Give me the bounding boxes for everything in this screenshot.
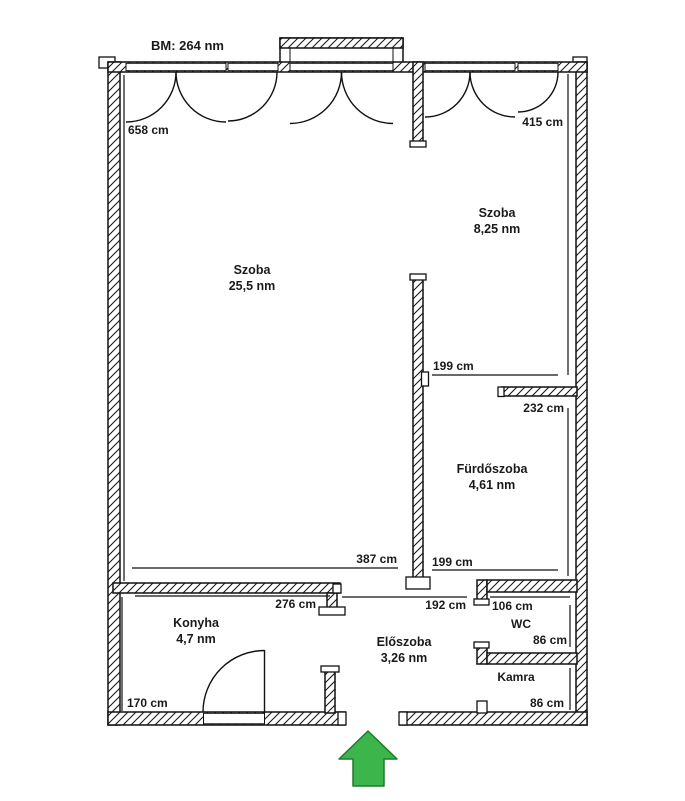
room-label-eloszoba xyxy=(377,635,432,666)
dim-192cm: 192 cm xyxy=(425,598,466,612)
window-1 xyxy=(126,63,226,70)
dim-658cm: 658 cm xyxy=(128,123,169,137)
window-arc xyxy=(176,72,226,122)
window-2 xyxy=(228,63,278,70)
wall-furdoszoba-top xyxy=(502,387,577,396)
plan-title: BM: 264 nm xyxy=(151,38,224,53)
wall-rooms-divider-upper xyxy=(413,62,423,143)
room-label-kamra: Kamra xyxy=(497,670,535,684)
dim-86cm-kamra: 86 cm xyxy=(529,696,564,710)
dim-106cm: 106 cm xyxy=(492,599,533,613)
wall-cap xyxy=(321,666,339,672)
window-arc xyxy=(126,72,176,122)
room-area: 4,61 nm xyxy=(468,477,516,492)
window-3 xyxy=(425,63,515,70)
room-name: Szoba xyxy=(478,206,516,220)
room-name: Előszoba xyxy=(376,635,432,649)
room-label-konyha xyxy=(173,616,219,647)
wall-konyha-top xyxy=(113,583,340,593)
wall-wc-kamra-divider xyxy=(487,653,577,664)
window-arc xyxy=(470,72,515,117)
dim-232cm: 232 cm xyxy=(523,401,564,415)
door-swing-arc xyxy=(203,651,265,713)
wall-rooms-divider-lower xyxy=(413,276,423,581)
dim-170cm: 170 cm xyxy=(127,696,168,710)
wall-cap xyxy=(406,577,430,589)
wall-cap xyxy=(410,141,426,147)
dim-387cm: 387 cm xyxy=(356,552,397,566)
window-4 xyxy=(518,63,558,70)
entrance-arrow xyxy=(339,731,397,786)
dim-276cm: 276 cm xyxy=(275,597,316,611)
dim-199cm-upper: 199 cm xyxy=(433,359,474,373)
room-name: Szoba xyxy=(233,263,271,277)
windows xyxy=(126,63,558,70)
window-arc xyxy=(342,72,394,124)
room-area: 3,26 nm xyxy=(380,650,428,665)
wall-cap xyxy=(477,701,487,713)
wall-cap xyxy=(474,642,489,648)
room-name: Konyha xyxy=(173,616,219,630)
door-jamb xyxy=(422,372,429,386)
room-label-szoba-large xyxy=(229,263,276,294)
wall-konyha-right-lower xyxy=(325,671,335,713)
room-label-furdoszoba xyxy=(457,462,528,493)
room-label-szoba-small xyxy=(474,206,521,237)
room-area: 4,7 nm xyxy=(176,631,216,646)
entrance-jamb-right xyxy=(399,712,407,725)
dim-415cm: 415 cm xyxy=(522,115,563,129)
entrance-jamb-left xyxy=(338,712,346,725)
window-arc xyxy=(290,72,342,124)
wall-cap xyxy=(474,599,489,605)
room-label-wc: WC xyxy=(511,617,531,631)
window-swing-arcs xyxy=(126,72,558,124)
window-arc xyxy=(518,72,558,112)
balcony xyxy=(280,38,403,63)
wall-cap xyxy=(319,607,345,615)
wall-bottom-right xyxy=(400,712,587,725)
room-area: 25,5 nm xyxy=(228,278,276,293)
wall-left xyxy=(108,62,120,725)
window-arc xyxy=(425,72,470,117)
wall-furdoszoba-bottom xyxy=(487,580,577,592)
dim-199cm-lower: 199 cm xyxy=(432,555,473,569)
balcony-door xyxy=(290,63,393,70)
dim-86cm-wc: 86 cm xyxy=(532,633,567,647)
wall-wc-left-lower xyxy=(477,647,487,664)
room-name: Fürdőszoba xyxy=(456,462,528,476)
window-arc xyxy=(228,72,277,121)
wall-cap xyxy=(410,274,426,280)
wall-cap xyxy=(333,584,341,593)
room-area: 8,25 nm xyxy=(473,221,521,236)
wall-cap xyxy=(498,387,504,397)
